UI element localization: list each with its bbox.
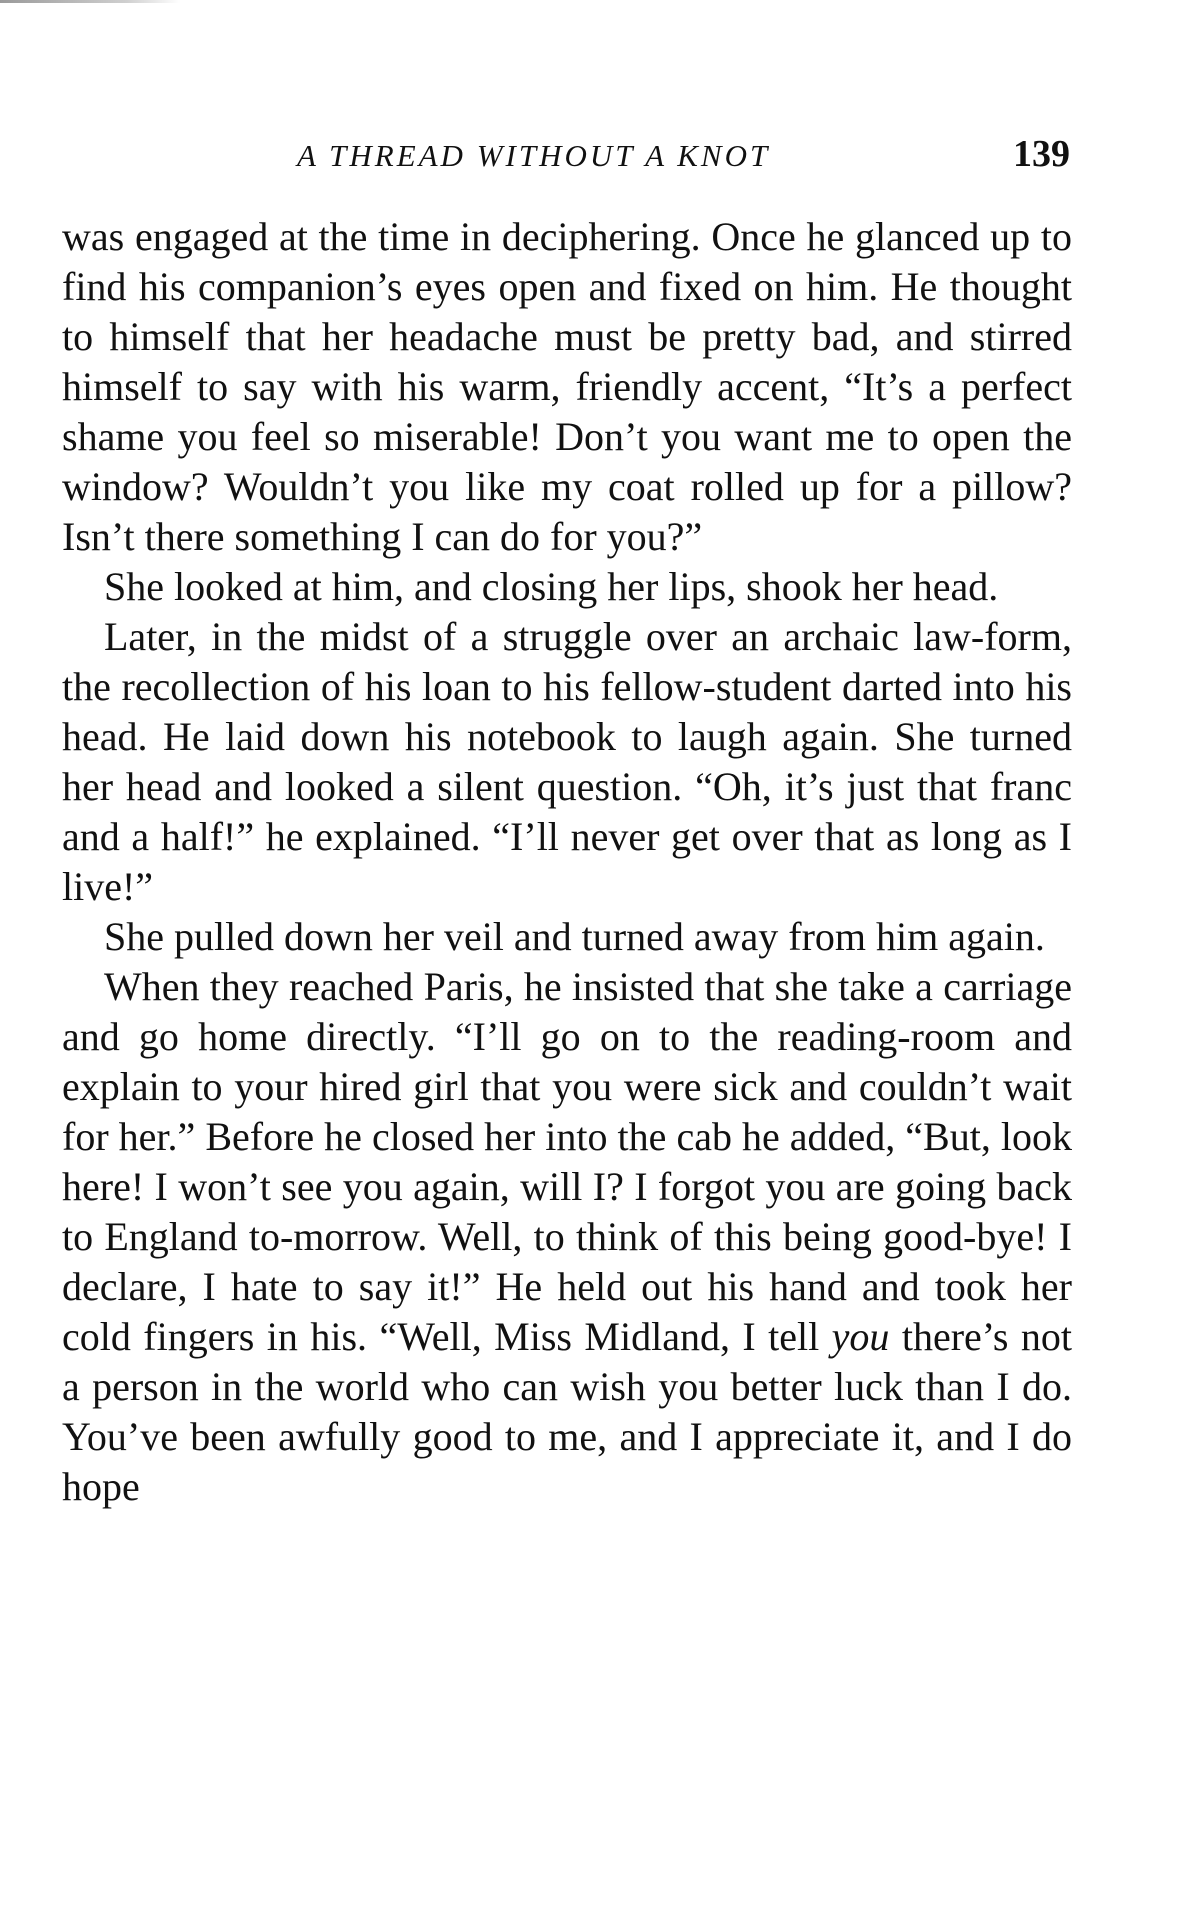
scan-edge-mark [0, 0, 180, 3]
paragraph-later: Later, in the midst of a struggle over an archaic law-form, the recollection of his loan to his fellow-student darted into his head. He laid down his notebook to laugh again. She turned her head and looked a silent question. “Oh, it’s just that franc and a half!” he explained. “I’ll never get over that as long as I live!” [62, 614, 1072, 909]
paragraph-paris-text-end: there’s not a person in the world who can wish you better luck than I do. You’ve been awfully good to me, and I appreciate it, and I do hope [62, 1314, 1073, 1509]
paragraph-continued: was engaged at the time in deciphering. Once he glanced up to find his companion’s eyes open and fixed on him. He thought to himself that her headache must be pretty bad, and stirred himself to say with his warm, friendly accent, “It’s a perfect shame you feel so miserable! Don’t you want me to open the window? Wouldn’t you like my coat rolled up for a pillow? Isn’t there something I can do for you?” [62, 214, 1072, 559]
paragraph-paris-text-start: When they reached Paris, he insisted that she take a carriage and go home directly. “I’ll go on to the reading-room and explain to your hired girl that you were sick and couldn’t wait for her.” Before he closed her into the cab he added, “But, look here! I won’t see you again, will I? I forgot you are going back to England to-morrow. Well, to think of this being good-bye! I declare, I hate to say it!” He held out his hand and took her cold fingers in his. “Well, Miss Midland, I tell [62, 964, 1072, 1359]
running-header [62, 128, 1072, 184]
emphasized-word: you [831, 1314, 890, 1359]
paragraph-she-looked: She looked at him, and closing her lips, shook her head. [104, 564, 999, 609]
paragraph-paris [62, 962, 1072, 1512]
body-text [62, 212, 1072, 1512]
page-number: 139 [1013, 133, 1070, 175]
book-page [62, 128, 1072, 1512]
paragraph-veil: She pulled down her veil and turned away from him again. [104, 914, 1045, 959]
running-title: A THREAD WITHOUT A KNOT [297, 138, 771, 173]
